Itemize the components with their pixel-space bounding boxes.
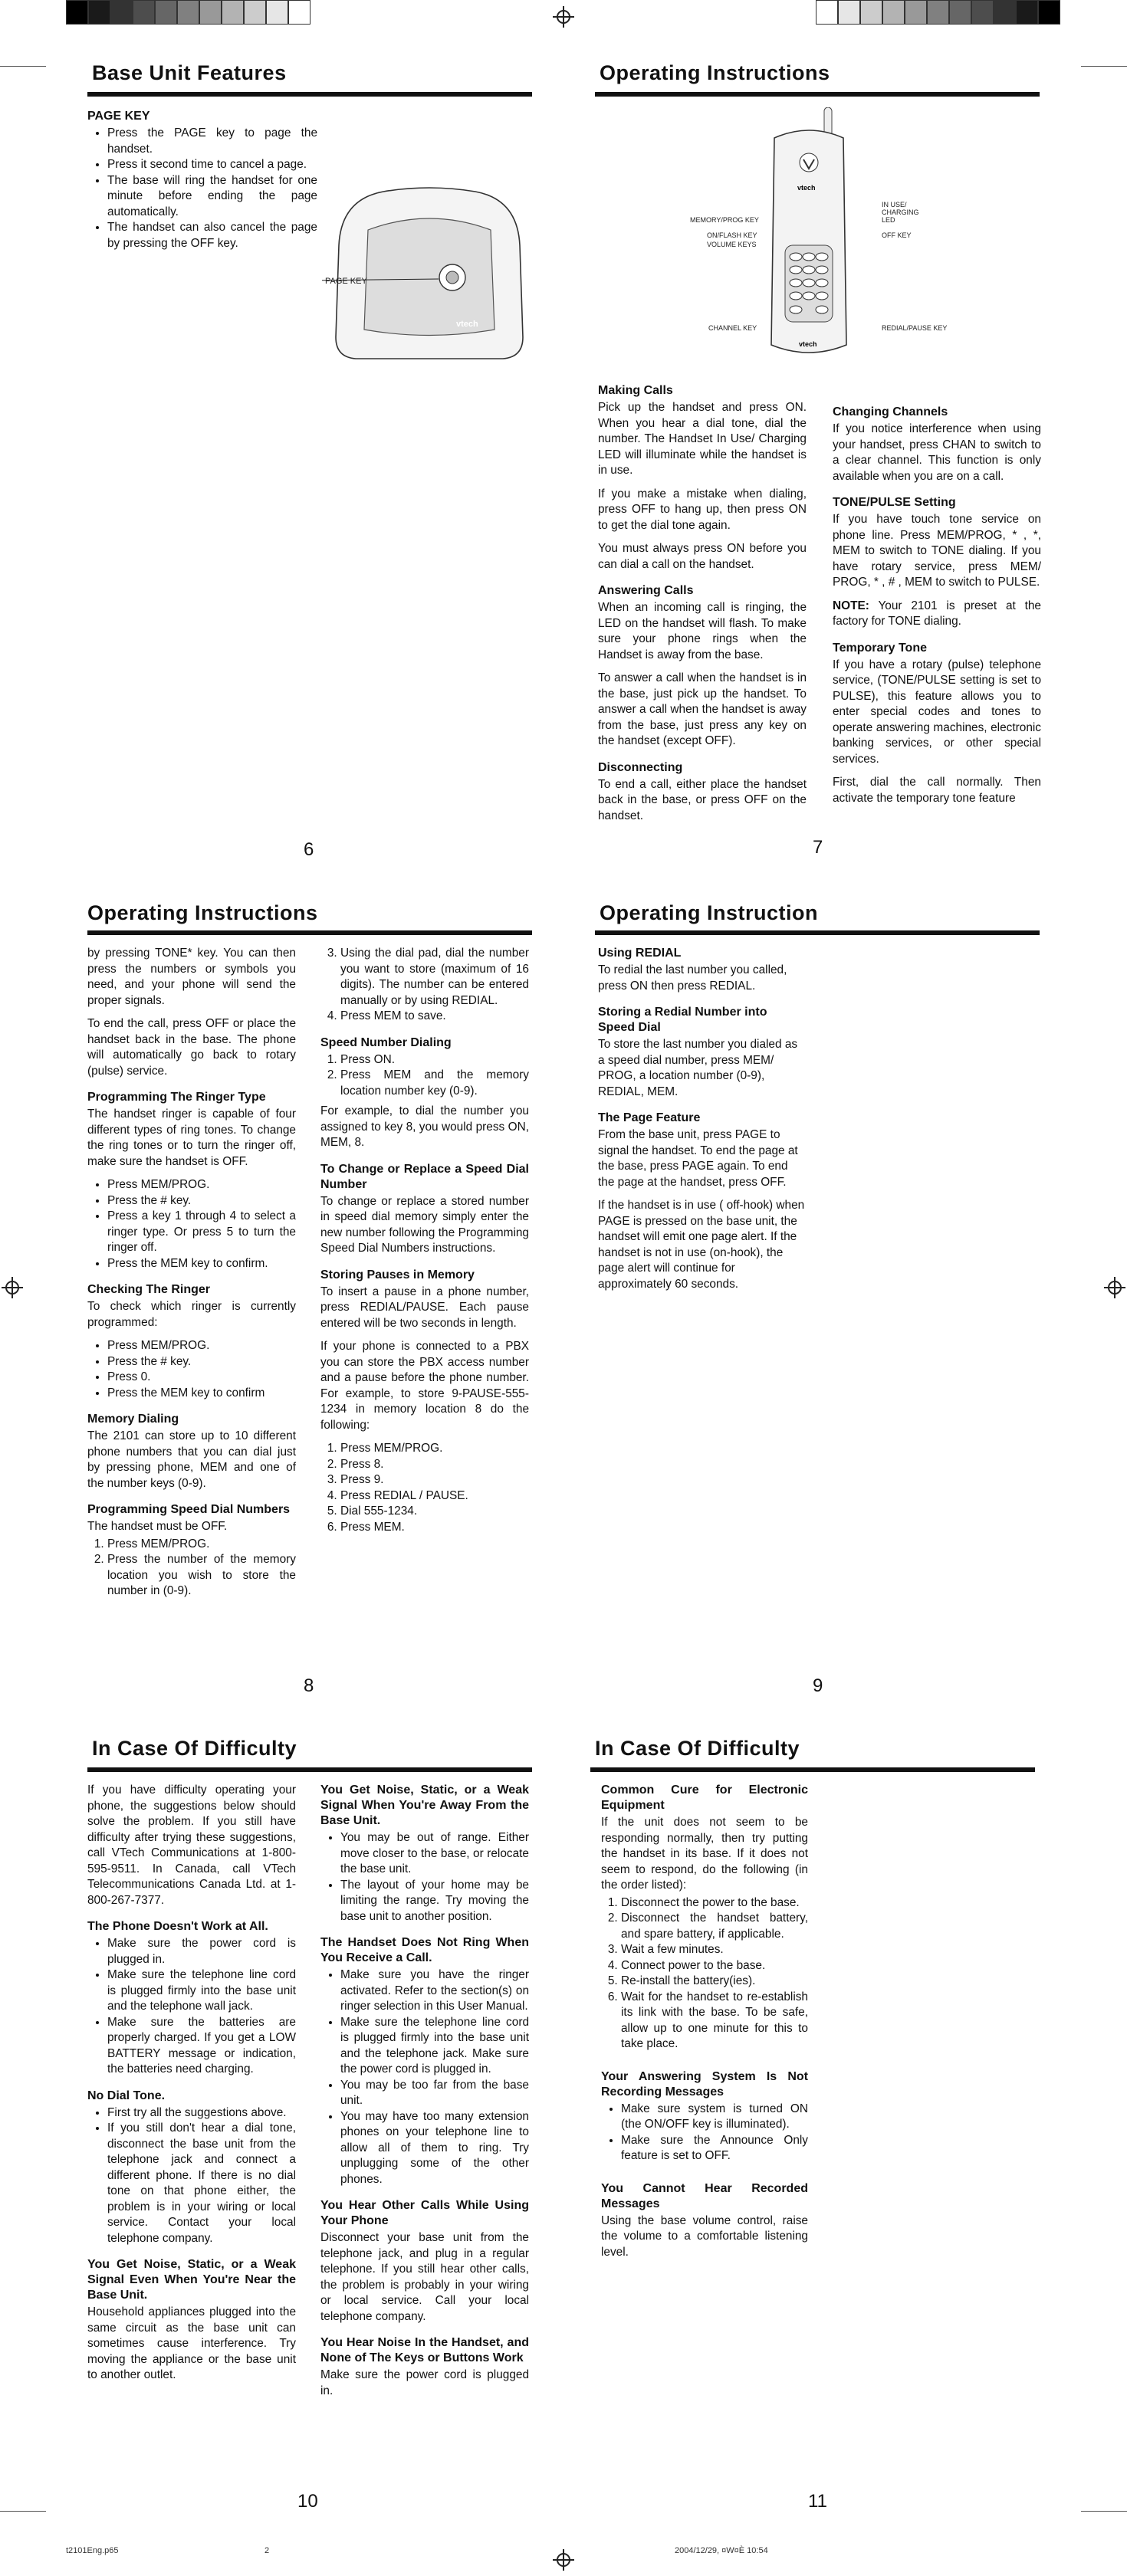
paragraph: The handset must be OFF. xyxy=(87,1520,228,1533)
list-item: • Make sure the batteries are properly charged. If you get a LOW BATTERY message or indication, the batteries need charging. xyxy=(107,2015,296,2078)
no-dial-list xyxy=(87,2105,296,2247)
section-heading: You Get Noise, Static, or a Weak Signal Even When You're Near the Base Unit. xyxy=(87,2258,296,2302)
footer-timestamp: 2004/12/29, ¤W¤È 10:54 xyxy=(675,2546,768,2555)
paragraph: To end a call, either place the handset back in the base, or press OFF on the handset. xyxy=(598,777,807,822)
list-item: • Make sure the power cord is plugged in. xyxy=(107,1936,296,1967)
color-swatch xyxy=(949,0,971,25)
page7-column-left xyxy=(598,383,807,832)
callout-label: REDIAL/PAUSE KEY xyxy=(882,324,948,332)
section-heading: Answering Calls xyxy=(598,584,694,597)
paragraph: If your phone is connected to a PBX you can store the PBX access number and a pause before the phone number. For example, to store 9-PAUSE-555-1234 in memory location 8 do the following: xyxy=(320,1340,529,1432)
page-title: Base Unit Features xyxy=(92,61,287,84)
page-title: Operating Instruction xyxy=(600,901,819,924)
callout-label: IN USE/ CHARGING LED xyxy=(882,201,919,224)
prog-speed-steps-cont xyxy=(320,946,529,1025)
registration-mark-bottom xyxy=(553,2549,574,2571)
page7-column-right xyxy=(833,405,1041,814)
page8-column-right xyxy=(320,946,529,1540)
section-heading: To Change or Replace a Speed Dial Number xyxy=(320,1162,529,1191)
section-heading: The Phone Doesn't Work at All. xyxy=(87,1920,268,1933)
section-heading: Programming The Ringer Type xyxy=(87,1091,266,1104)
trim-mark xyxy=(0,2511,46,2512)
color-swatch xyxy=(905,0,927,25)
page-title: Operating Instructions xyxy=(600,61,830,84)
paragraph: If you have a rotary (pulse) telephone service, (TONE/PULSE setting is set to PULSE), this feature allows you to enter special codes and tones to operate answering machines, electronic banking services, or other special services. xyxy=(833,658,1041,766)
page-title: In Case Of Difficulty xyxy=(92,1737,297,1760)
list-item: • Make sure the Announce Only feature is set to OFF. xyxy=(621,2133,808,2164)
section-heading: No Dial Tone. xyxy=(87,2089,166,2102)
color-swatch xyxy=(882,0,905,25)
common-steps xyxy=(601,1895,808,2053)
list-item: 3. Wait a few minutes. xyxy=(621,1942,808,1958)
trim-mark xyxy=(0,66,46,67)
list-item: • Make sure the telephone line cord is plugged firmly into the base unit and the telephone wall jack. xyxy=(107,1967,296,2015)
title-rule xyxy=(595,930,1040,935)
paragraph: From the base unit, press PAGE to signal the handset. To end the page at the base, press PAGE again. To end the page at the handset, press OFF. xyxy=(598,1128,798,1189)
brand-logo: vtech xyxy=(799,340,817,348)
note-label: NOTE: xyxy=(833,599,869,612)
color-swatch xyxy=(199,0,222,25)
color-swatch xyxy=(971,0,994,25)
section-heading: You Hear Other Calls While Using Your Phone xyxy=(320,2199,529,2227)
callout-label: VOLUME KEYS xyxy=(707,241,757,248)
paragraph: To answer a call when the handset is in the base, just pick up the handset. To answer a call when the handset is away from the base, just press any key on the handset (except OFF). xyxy=(598,671,807,747)
page-number: 11 xyxy=(808,2491,827,2512)
page10-column-right xyxy=(320,1783,529,2407)
list-item: • First try all the suggestions above. xyxy=(107,2105,296,2122)
page8-column-left xyxy=(87,946,296,1604)
paragraph: You must always press ON before you can dial a call on the handset. xyxy=(598,542,807,571)
page-number: 6 xyxy=(304,839,314,860)
page-title: Operating Instructions xyxy=(87,901,318,924)
list-item: 3. Using the dial pad, dial the number you want to store (maximum of 16 digits). The number can be entered manually or by using REDIAL. xyxy=(340,946,529,1009)
list-item: • The handset can also cancel the page by pressing the OFF key. xyxy=(107,220,317,251)
paragraph: by pressing TONE* key. You can then press the numbers or symbols you need, and your phone will send the proper signals. xyxy=(87,947,296,1007)
list-item: 1. Disconnect the power to the base. xyxy=(621,1895,808,1911)
page11-text xyxy=(601,1783,808,2268)
list-item: 5. Re-install the battery(ies). xyxy=(621,1974,808,1990)
paragraph: For example, to dial the number you assigned to key 8, you would press ON, MEM, 8. xyxy=(320,1104,529,1149)
list-item: • If you still don't hear a dial tone, disconnect the base unit from the telephone jack and connect a different phone. If there is no dial tone on that phone either, the problem is in your wiring or local service. Contact your local telephone company. xyxy=(107,2121,296,2246)
registration-mark-right xyxy=(1104,1277,1125,1298)
section-heading: The Page Feature xyxy=(598,1111,701,1124)
brand-logo: vtech xyxy=(456,320,478,329)
paragraph: To end the call, press OFF or place the handset back in the base. The phone will automatically go back to rotary (pulse) service. xyxy=(87,1017,296,1078)
color-swatch xyxy=(1038,0,1060,25)
title-rule xyxy=(87,1767,532,1772)
note-text: Your 2101 is preset at the factory for TONE dialing. xyxy=(833,599,1041,628)
title-rule xyxy=(590,1767,1035,1772)
page6-text xyxy=(87,109,317,256)
section-heading: Disconnecting xyxy=(598,760,683,774)
section-heading: The Handset Does Not Ring When You Receive a Call. xyxy=(320,1936,529,1964)
title-rule xyxy=(595,92,1040,97)
list-item: • The base will ring the handset for one minute before ending the page automatically. xyxy=(107,173,317,221)
paragraph: If you have touch tone service on phone line. Press MEM/PROG, * , *, MEM to switch to TONE dialing. If you have rotary service, press MEM/ PROG, * , # , MEM to switch to PULSE. xyxy=(833,513,1041,589)
color-swatch xyxy=(133,0,155,25)
callout-label: PAGE KEY xyxy=(325,277,367,286)
list-item: 4. Press REDIAL / PAUSE. xyxy=(340,1488,529,1505)
callout-label: CHANNEL KEY xyxy=(708,324,757,332)
color-swatch xyxy=(177,0,199,25)
list-item: • Press it second time to cancel a page. xyxy=(107,157,317,173)
page-key-list xyxy=(87,126,317,251)
color-swatch xyxy=(266,0,288,25)
page9-text xyxy=(598,946,807,1300)
color-swatch xyxy=(860,0,882,25)
list-item: 5. Dial 555-1234. xyxy=(340,1504,529,1520)
list-item: 1. Press ON. xyxy=(340,1052,529,1068)
page10-column-left xyxy=(87,1783,296,2391)
section-heading: Speed Number Dialing xyxy=(320,1035,452,1049)
list-item: 2. Press 8. xyxy=(340,1457,529,1473)
paragraph: Pick up the handset and press ON. When you hear a dial tone, dial the number. The Handset In Use/ Charging LED will illuminate while the handset is in use. xyxy=(598,401,807,477)
registration-mark-top xyxy=(553,6,574,28)
callout-label: ON/FLASH KEY xyxy=(707,231,757,239)
handset-illustration xyxy=(751,107,866,368)
paragraph: The handset ringer is capable of four different types of ring tones. To change the ring tones or to turn the ringer off, make sure the handset is OFF. xyxy=(87,1108,296,1168)
no-ring-list xyxy=(320,1967,529,2187)
color-swatch xyxy=(838,0,860,25)
color-swatch xyxy=(155,0,177,25)
section-heading: Storing a Redial Number into Speed Dial xyxy=(598,1006,767,1034)
paragraph: Using the base volume control, raise the volume to a comfortable listening level. xyxy=(601,2213,808,2259)
list-item: • Press the MEM key to confirm. xyxy=(107,1256,296,1272)
section-heading: Programming Speed Dial Numbers xyxy=(87,1503,291,1516)
page-number: 8 xyxy=(304,1675,314,1696)
list-item: • You may have too many extension phones on your telephone line to allow all of them to ring. Try unplugging some of the other phones. xyxy=(340,2109,529,2188)
list-item: 2. Press the number of the memory location you wish to store the number in (0-9). xyxy=(107,1552,296,1600)
section-heading: You Cannot Hear Recorded Messages xyxy=(601,2181,808,2210)
speed-dial-steps xyxy=(320,1052,529,1100)
section-heading: You Hear Noise In the Handset, and None of The Keys or Buttons Work xyxy=(320,2336,529,2364)
not-work-list xyxy=(87,1936,296,2078)
list-item: 1. Press MEM/PROG. xyxy=(107,1537,296,1553)
section-heading: PAGE KEY xyxy=(87,110,150,123)
section-heading: Temporary Tone xyxy=(833,641,927,655)
paragraph: If the handset is in use ( off-hook) when PAGE is pressed on the base unit, the handset will emit one page alert. If the handset is not in use (on-hook), the page alert will continue for approximately 60 seconds. xyxy=(598,1199,805,1291)
page-number: 10 xyxy=(297,2491,318,2512)
list-item: 1. Press MEM/PROG. xyxy=(340,1441,529,1457)
ringer-type-list xyxy=(87,1177,296,1272)
paragraph: When an incoming call is ringing, the LED on the handset will flash. To make sure your phone rings when the Handset is away from the base. xyxy=(598,601,807,661)
paragraph: If you notice interference when using your handset, press CHAN to switch to a clear channel. This function is only available when you are on a call. xyxy=(833,422,1041,483)
footer-sheet: 2 xyxy=(264,2546,270,2555)
title-rule xyxy=(87,930,532,935)
base-unit-illustration xyxy=(322,184,537,368)
list-item: 6. Wait for the handset to re-establish its link with the base. To be safe, allow up to one minute for this to take place. xyxy=(621,1990,808,2053)
checking-list xyxy=(87,1338,296,1401)
prog-speed-steps xyxy=(87,1537,296,1600)
paragraph: If you have difficulty operating your phone, the suggestions below should solve the problem. If you still have difficulty after trying these suggestions, call VTech Communications at 1-800-595-9511. In Canada, call VTech Telecommunications Canada Ltd. at 1-800-267-7377. xyxy=(87,1784,296,1907)
paragraph: To check which ringer is currently programmed: xyxy=(87,1300,296,1329)
page-title: In Case Of Difficulty xyxy=(595,1737,800,1760)
paragraph: To change or replace a stored number in speed dial memory simply enter the new number following the Programming Speed Dial Numbers instructions. xyxy=(320,1194,529,1255)
list-item: • Make sure the telephone line cord is plugged firmly into the base unit and the telephone jack. Make sure the power cord is plugged in. xyxy=(340,2015,529,2078)
list-item: 2. Press MEM and the memory location number key (0-9). xyxy=(340,1068,529,1099)
color-bar-left xyxy=(66,0,311,25)
color-swatch xyxy=(88,0,110,25)
paragraph: If the unit does not seem to be responding normally, then try putting the handset in its base. If it does not seem to respond, do the following (in the order listed): xyxy=(601,1816,808,1892)
section-heading: Common Cure for Electronic Equipment xyxy=(601,1784,808,1812)
color-swatch xyxy=(1016,0,1038,25)
title-rule xyxy=(87,92,532,97)
list-item: • Make sure system is turned ON (the ON/OFF key is illuminated). xyxy=(621,2102,808,2133)
list-item: • You may be too far from the base unit. xyxy=(340,2078,529,2109)
paragraph: To insert a pause in a phone number, press REDIAL/PAUSE. Each pause entered will be two seconds in length. xyxy=(320,1285,529,1330)
list-item: • Press MEM/PROG. xyxy=(107,1338,296,1354)
paragraph: To redial the last number you called, press ON then press REDIAL. xyxy=(598,963,787,993)
paragraph: The 2101 can store up to 10 different phone numbers that you can dial just by pressing phone, MEM and one of the number keys (0-9). xyxy=(87,1429,296,1490)
brand-logo: vtech xyxy=(797,184,816,192)
list-item: • Press the # key. xyxy=(107,1354,296,1370)
footer-filename: t2101Eng.p65 xyxy=(66,2546,119,2555)
paragraph: First, dial the call normally. Then activate the temporary tone feature xyxy=(833,776,1041,805)
paragraph: Make sure the power cord is plugged in. xyxy=(320,2368,529,2397)
page-number: 9 xyxy=(813,1675,823,1696)
list-item: • You may be out of range. Either move closer to the base, or relocate the base unit. xyxy=(340,1830,529,1878)
paragraph: Disconnect your base unit from the telephone jack, and plug in a regular telephone. If you still hear other calls, the problem is probably in your wiring or local service. Call your local telephone company. xyxy=(320,2231,529,2323)
color-swatch xyxy=(927,0,949,25)
trim-mark xyxy=(1081,2511,1127,2512)
pauses-steps xyxy=(320,1441,529,1535)
paragraph: Household appliances plugged into the same circuit as the base unit can sometimes cause interference. Try moving the appliance or the base unit to another outlet. xyxy=(87,2305,296,2381)
trim-mark xyxy=(1081,66,1127,67)
section-heading: Using REDIAL xyxy=(598,947,682,960)
section-heading: Memory Dialing xyxy=(87,1413,179,1426)
list-item: 4. Connect power to the base. xyxy=(621,1958,808,1974)
callout-label: OFF KEY xyxy=(882,231,912,239)
list-item: • Press a key 1 through 4 to select a ringer type. Or press 5 to turn the ringer off. xyxy=(107,1209,296,1256)
answering-list xyxy=(601,2102,808,2164)
list-item: • Press 0. xyxy=(107,1370,296,1386)
list-item: 6. Press MEM. xyxy=(340,1520,529,1536)
color-swatch xyxy=(244,0,266,25)
section-heading: Checking The Ringer xyxy=(87,1283,211,1296)
color-swatch xyxy=(288,0,310,25)
section-heading: Changing Channels xyxy=(833,405,948,418)
list-item: • Press the # key. xyxy=(107,1193,296,1209)
list-item: • Make sure you have the ringer activated. Refer to the section(s) on ringer selection in this User Manual. xyxy=(340,1967,529,2015)
list-item: • Press the MEM key to confirm xyxy=(107,1386,296,1402)
list-item: 3. Press 9. xyxy=(340,1472,529,1488)
paragraph: To store the last number you dialed as a speed dial number, press MEM/ PROG, a location number (0-9), REDIAL, MEM. xyxy=(598,1038,798,1098)
color-swatch xyxy=(994,0,1016,25)
color-swatch xyxy=(816,0,838,25)
registration-mark-left xyxy=(2,1277,23,1298)
color-bar-right xyxy=(816,0,1061,25)
section-heading: TONE/PULSE Setting xyxy=(833,496,956,509)
list-item: • Press the PAGE key to page the handset. xyxy=(107,126,317,157)
paragraph: If you make a mistake when dialing, press OFF to hang up, then press ON to get the dial tone again. xyxy=(598,487,807,532)
section-heading: You Get Noise, Static, or a Weak Signal When You're Away From the Base Unit. xyxy=(320,1784,529,1827)
noise-away-list xyxy=(320,1830,529,1925)
section-heading: Your Answering System Is Not Recording Messages xyxy=(601,2069,808,2099)
color-swatch xyxy=(110,0,133,25)
callout-label: MEMORY/PROG KEY xyxy=(690,216,759,224)
list-item: • Press MEM/PROG. xyxy=(107,1177,296,1193)
section-heading: Making Calls xyxy=(598,384,673,397)
color-swatch xyxy=(222,0,244,25)
section-heading: Storing Pauses in Memory xyxy=(320,1268,475,1281)
list-item: • The layout of your home may be limiting the range. Try moving the base unit to another position. xyxy=(340,1878,529,1925)
note xyxy=(833,599,1041,630)
list-item: 2. Disconnect the handset battery, and spare battery, if applicable. xyxy=(621,1911,808,1942)
page-number: 7 xyxy=(813,837,823,858)
list-item: 4. Press MEM to save. xyxy=(340,1009,529,1025)
color-swatch xyxy=(66,0,88,25)
